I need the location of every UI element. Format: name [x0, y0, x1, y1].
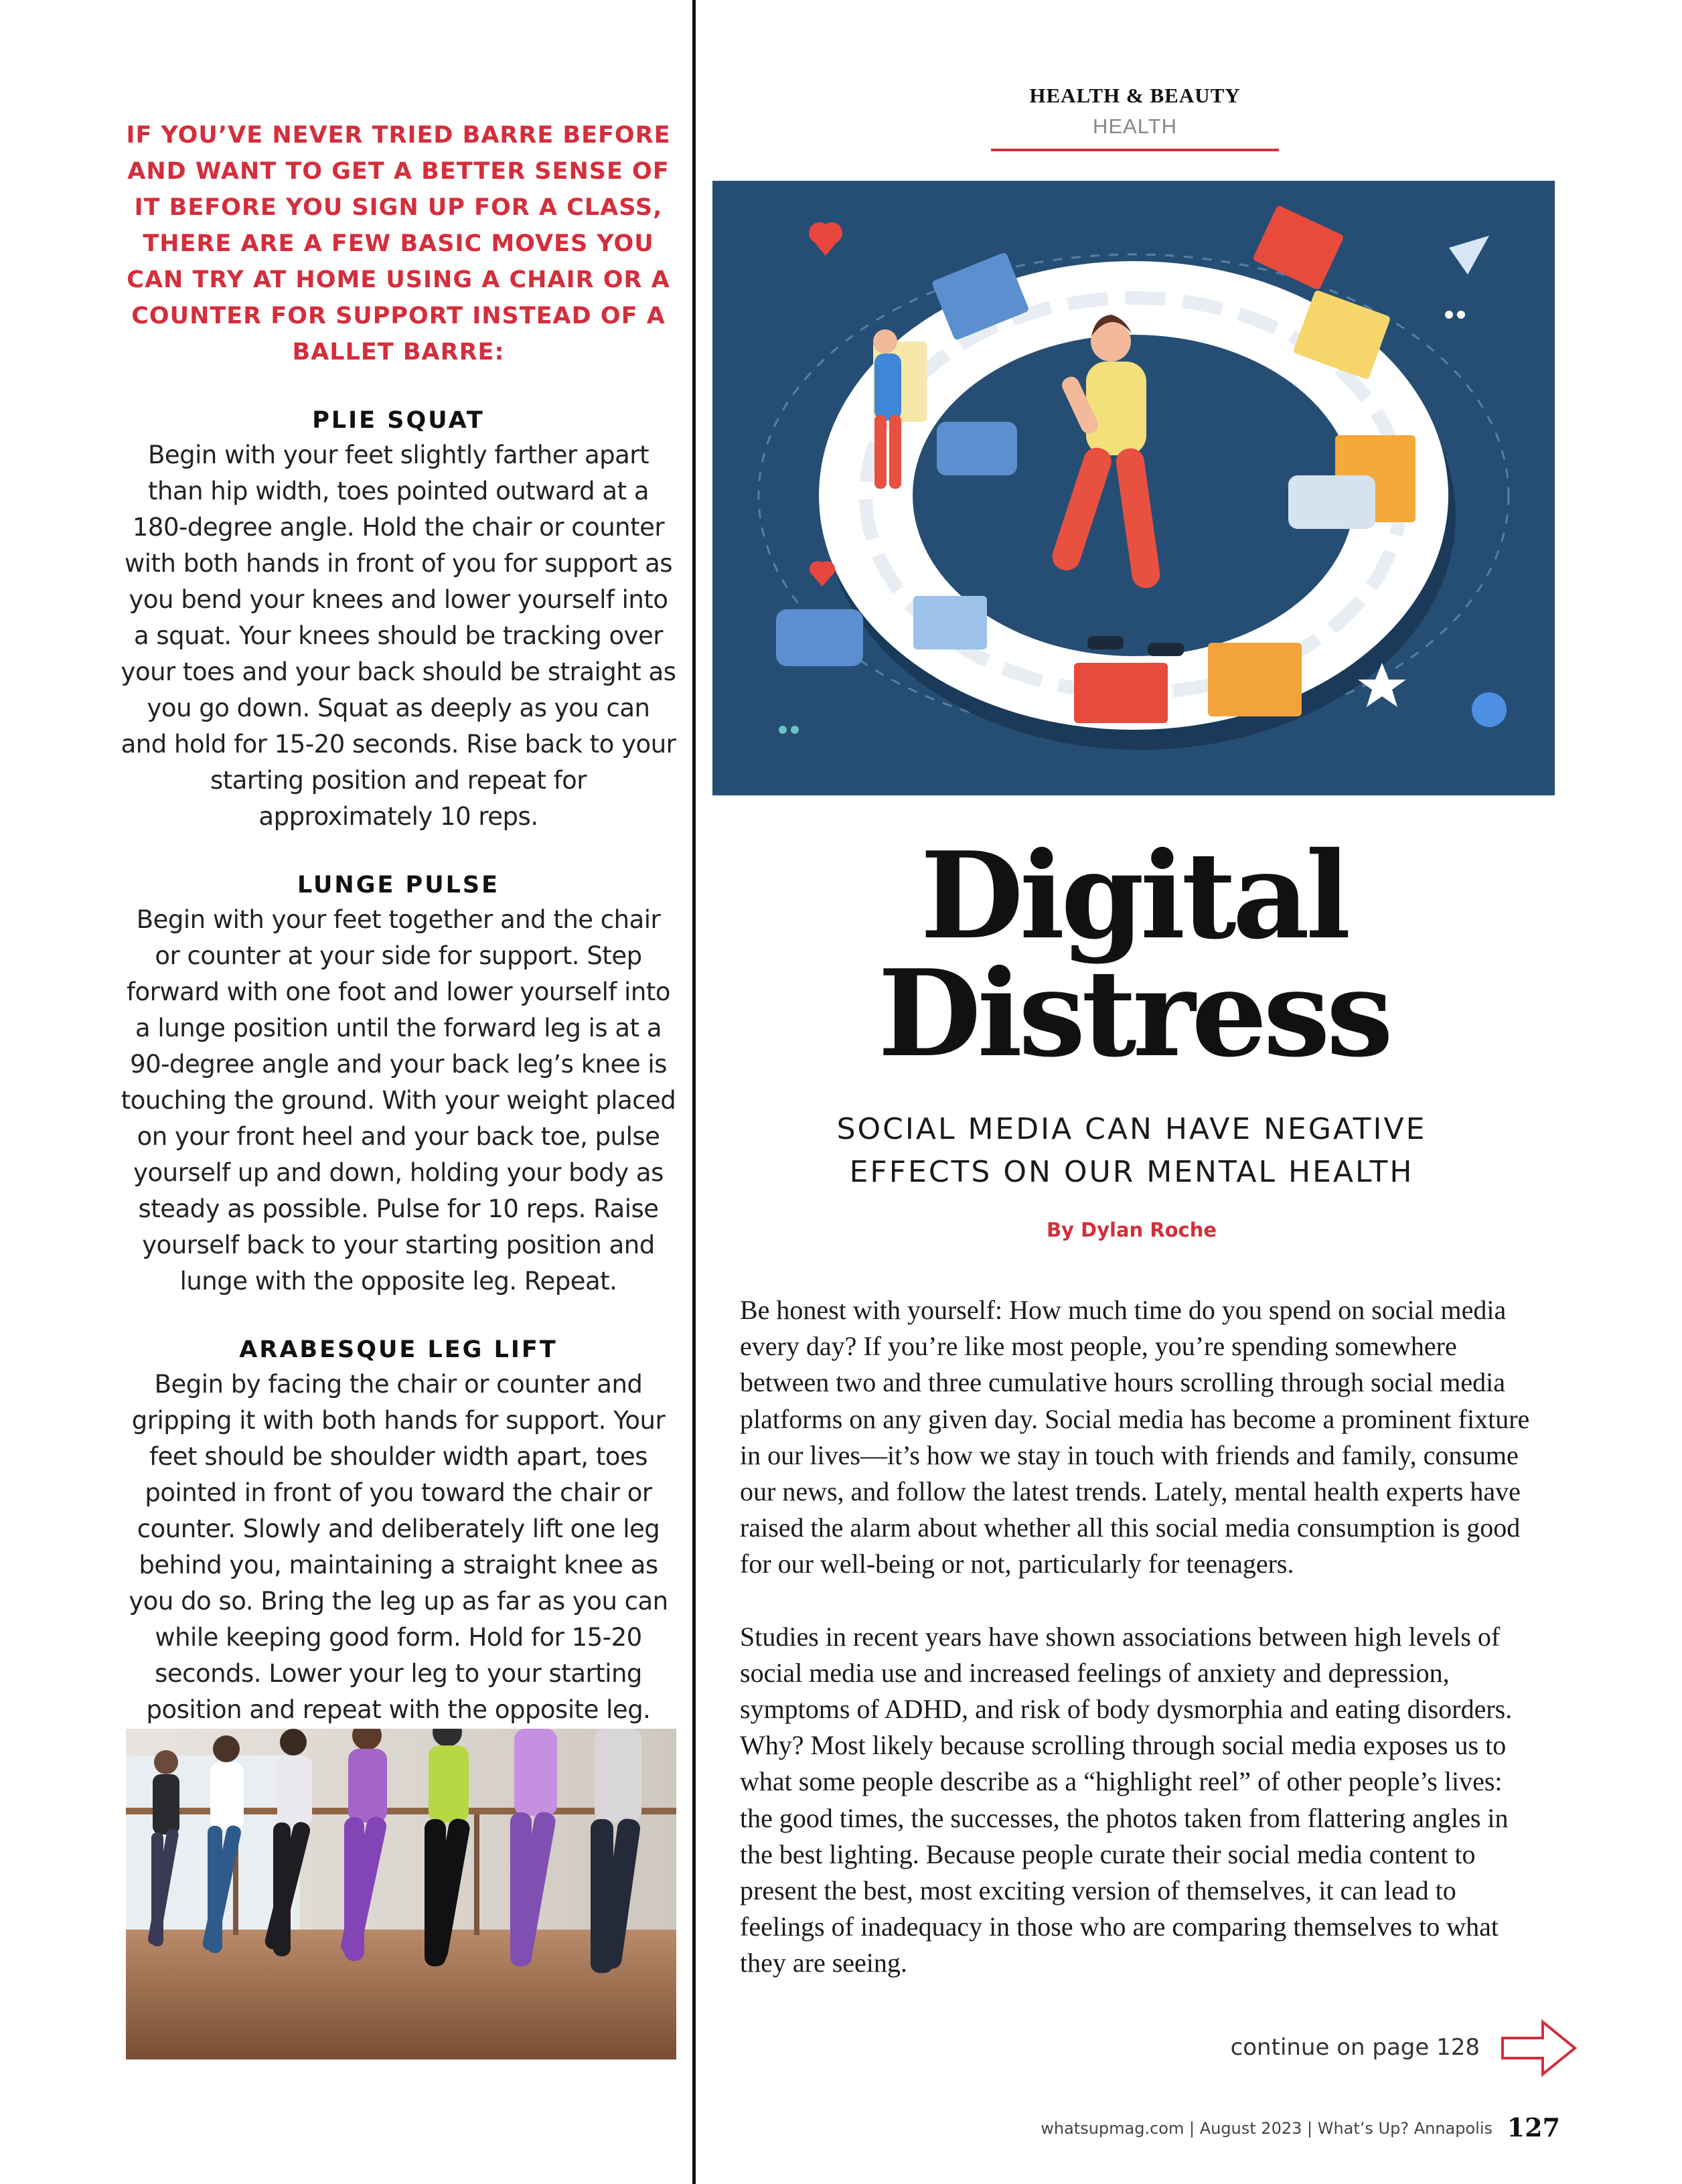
- article-title-line-2: Distress: [878, 943, 1389, 1083]
- move-description: Begin by facing the chair or counter and gripping it with both hands for support. Your feet should be shoulder width apart, toes pointed in front of you toward the chair or counter. Slowly and deliberately lift one leg behind you, maintaining a straight knee as you do so. Bring the leg up as far as you can while keeping good form. Hold for 15-20 seconds. Lower your leg to your starting position and repeat with the opposite leg.: [129, 1370, 668, 1724]
- move-description: Begin with your feet slightly farther apart than hip width, toes pointed outward at a 180-degree angle. Hold the chair or counter with both hands in front of you for support as you bend your knees and lower yourself into a squat. Your knees should be tracking over your toes and your back should be straight as you go down. Squat as deeply as you can and hold for 15-20 seconds. Rise back to your starting position and repeat for approximately 10 reps.: [121, 441, 676, 831]
- sidebar-intro: IF YOU’VE NEVER TRIED BARRE BEFORE AND WANT TO GET A BETTER SENSE OF IT BEFORE YOU SIGN UP FOR A CLASS, THERE ARE A FEW BASIC MOVES YOU CAN TRY AT HOME USING A CHAIR OR A COUNTER FOR SUPPORT INSTEAD OF A BALLET BARRE:: [126, 122, 671, 366]
- sidebar-column: [121, 117, 676, 1764]
- arrow-right-icon: [1500, 2018, 1580, 2078]
- move-lunge-pulse: [121, 868, 676, 1300]
- column-divider: [692, 0, 696, 2184]
- article-deck: [790, 1108, 1473, 1194]
- footer-text: whatsupmag.com | August 2023 | What’s Up? Annapolis: [1041, 2119, 1493, 2138]
- section-primary: HEALTH & BEAUTY: [1029, 84, 1241, 107]
- move-title: ARABESQUE LEG LIFT: [239, 1336, 558, 1363]
- move-description: Begin with your feet together and the chair or counter at your side for support. Step forward with one foot and lower yourself into a lunge position until the forward leg is at a 90-degree angle and your back leg’s knee is touching the ground. With your weight placed on your front heel and your back toe, pulse yourself up and down, holding your body as steady as possible. Pulse for 10 reps. Raise yourself back to your starting position and lunge with the opposite leg. Repeat.: [121, 905, 676, 1296]
- move-arabesque-leg-lift: [121, 1333, 676, 1764]
- article-title-line-1: Digital: [920, 826, 1347, 965]
- move-plie-squat: [121, 404, 676, 835]
- article-body: [740, 1292, 1540, 1982]
- continue-link[interactable]: [1230, 2029, 1580, 2069]
- page-number: 127: [1507, 2112, 1560, 2142]
- article-byline: By Dylan Roche: [1046, 1219, 1217, 1241]
- move-title: LUNGE PULSE: [297, 872, 500, 899]
- social-media-illustration: [712, 181, 1555, 795]
- article-deck-line-1: SOCIAL MEDIA CAN HAVE NEGATIVE: [836, 1112, 1427, 1146]
- continue-label: continue on page 128: [1230, 2034, 1480, 2061]
- page-footer: [1004, 2112, 1560, 2142]
- article-paragraph: Studies in recent years have shown associations between high levels of social media use and increased feelings of anxiety and depression, symptoms of ADHD, and risk of body dysmorphia and eating disorders. Why? Most likely because scrolling through social media exposes us to what some people describe as a “highlight reel” of other people’s lives: the good times, the successes, the photos taken from flattering angles in the best lighting. Because people curate their social media content to present the best, most exciting version of themselves, it can lead to feelings of inadequacy in those who are comparing themselves to what they are seeing.: [740, 1621, 1513, 1978]
- section-secondary: HEALTH: [1092, 114, 1177, 138]
- article-title: [712, 826, 1555, 1083]
- move-title: PLIE SQUAT: [312, 407, 485, 434]
- article-paragraph: Be honest with yourself: How much time do you spend on social media every day? If you’re like most people, you’re spending somewhere between two and three cumulative hours scrolling through social media platforms on any given day. Social media has become a prominent fixture in our lives—it’s how we stay in touch with friends and family, consume our news, and follow the latest trends. Lately, mental health experts have raised the alarm about whether all this social media consumption is good for our well-being or not, particularly for teenagers.: [740, 1295, 1530, 1579]
- barre-class-photo: [126, 1729, 676, 2059]
- article-deck-line-2: EFFECTS ON OUR MENTAL HEALTH: [849, 1155, 1414, 1189]
- section-header: [991, 80, 1279, 151]
